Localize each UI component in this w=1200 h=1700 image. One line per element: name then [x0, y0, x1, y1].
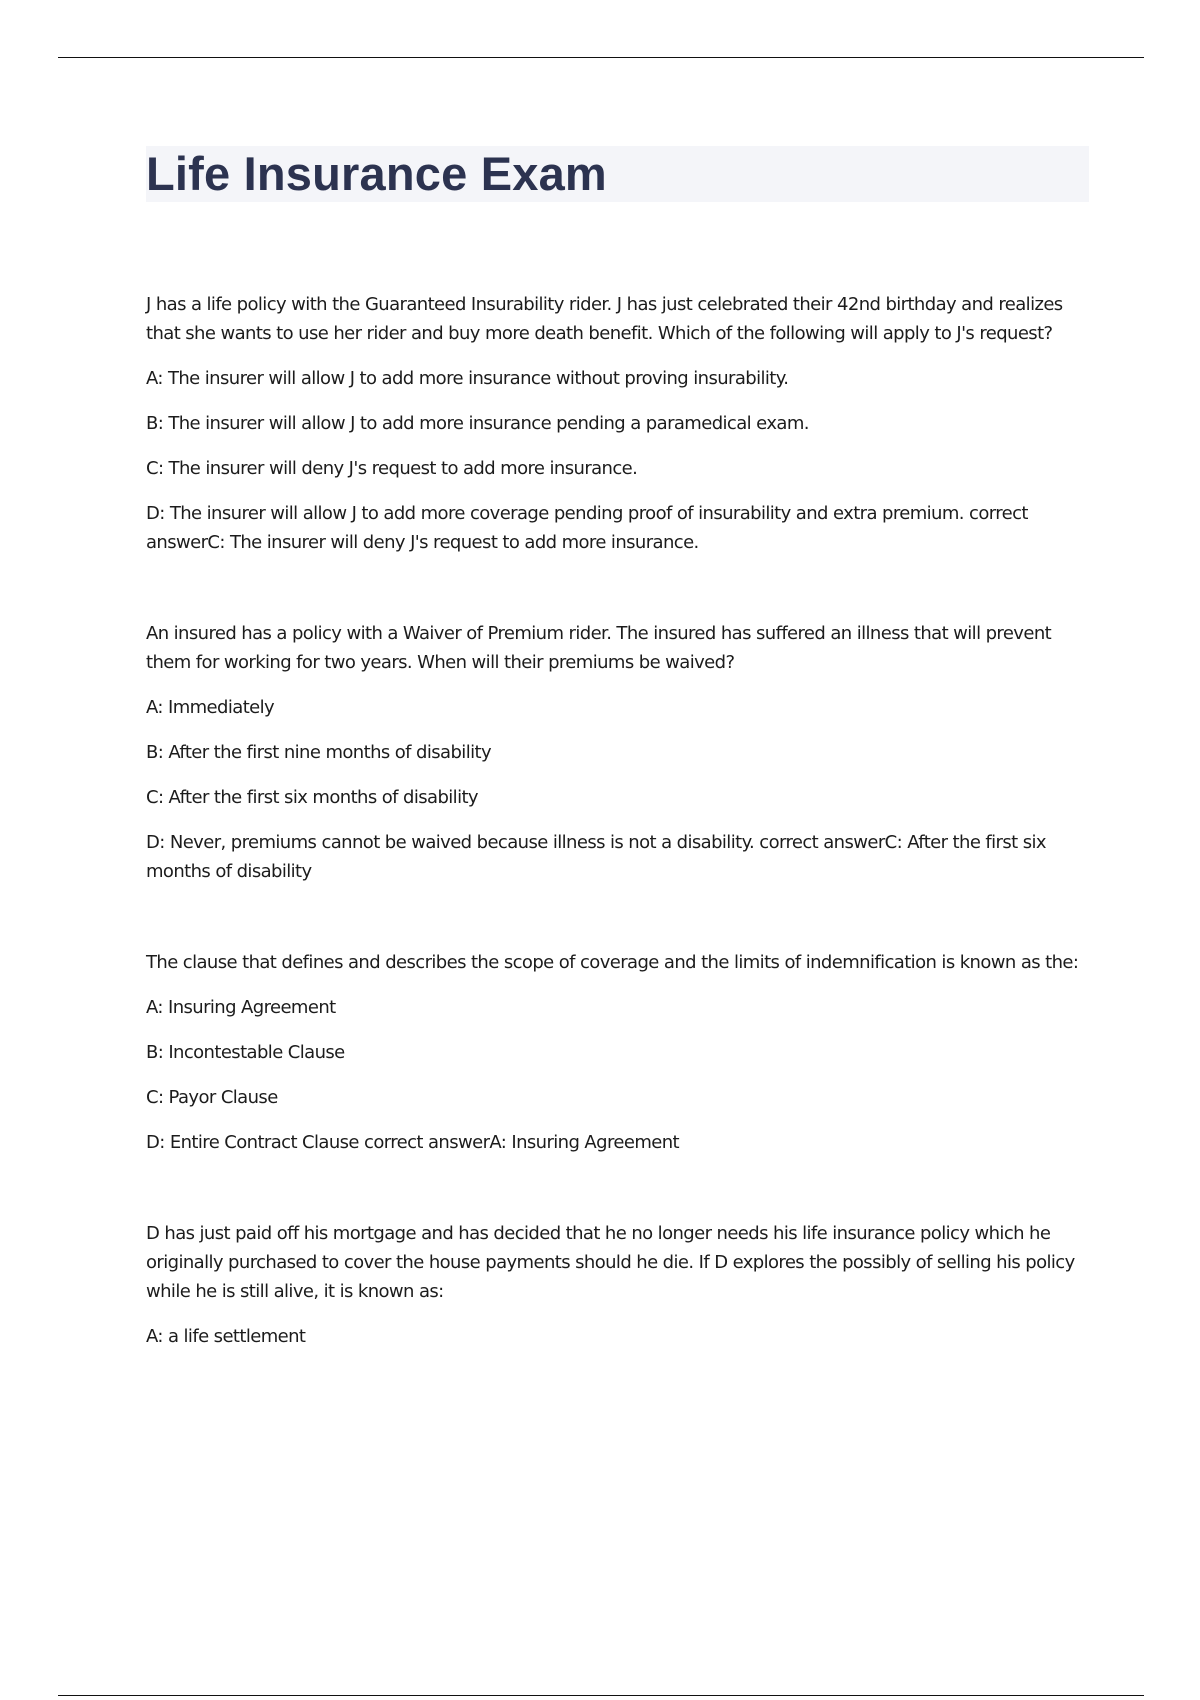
answer-option-a: A: Insuring Agreement	[146, 997, 336, 1018]
answer-option-a: A: Immediately	[146, 697, 275, 718]
answer-option-c: C: The insurer will deny J's request to add more insurance.	[146, 458, 638, 479]
answer-option-b: B: Incontestable Clause	[146, 1042, 345, 1063]
top-rule	[58, 57, 1144, 58]
question-text: An insured has a policy with a Waiver of Premium rider. The insured has suffered an illness that will prevent them for working for two years. When will their premiums be waived?	[146, 623, 1052, 673]
answer-option-d: D: The insurer will allow J to add more coverage pending proof of insurability and extra premium. correct answerC: The insurer will deny J's request to add more insurance.	[146, 503, 1028, 553]
answer-option-c: C: Payor Clause	[146, 1087, 278, 1108]
question-text: J has a life policy with the Guaranteed Insurability rider. J has just celebrated their 42nd birthday and realizes that she wants to use her rider and buy more death benefit. Which of the following will apply to J's request?	[146, 294, 1063, 344]
answer-option-d: D: Never, premiums cannot be waived because illness is not a disability. correct answerC: After the first six months of disability	[146, 832, 1046, 882]
answer-option-c: C: After the first six months of disability	[146, 787, 478, 808]
question-text: D has just paid off his mortgage and has decided that he no longer needs his life insurance policy which he originally purchased to cover the house payments should he die. If D explores the possibly of selling his policy while he is still alive, it is known as:	[146, 1223, 1075, 1302]
question-block-3	[146, 948, 1088, 1157]
question-block-4	[146, 1219, 1088, 1351]
answer-option-d: D: Entire Contract Clause correct answerA: Insuring Agreement	[146, 1132, 679, 1153]
question-block-1	[146, 290, 1088, 557]
answer-option-b: B: The insurer will allow J to add more insurance pending a paramedical exam.	[146, 413, 809, 434]
question-text: The clause that defines and describes the scope of coverage and the limits of indemnification is known as the:	[146, 952, 1079, 973]
answer-option-b: B: After the first nine months of disability	[146, 742, 492, 763]
question-block-2	[146, 619, 1088, 886]
answer-option-a: A: a life settlement	[146, 1326, 306, 1347]
page-title: Life Insurance Exam	[146, 147, 607, 200]
bottom-rule	[58, 1695, 1144, 1696]
answer-option-a: A: The insurer will allow J to add more insurance without proving insurability.	[146, 368, 789, 389]
question-list	[146, 290, 1088, 1413]
